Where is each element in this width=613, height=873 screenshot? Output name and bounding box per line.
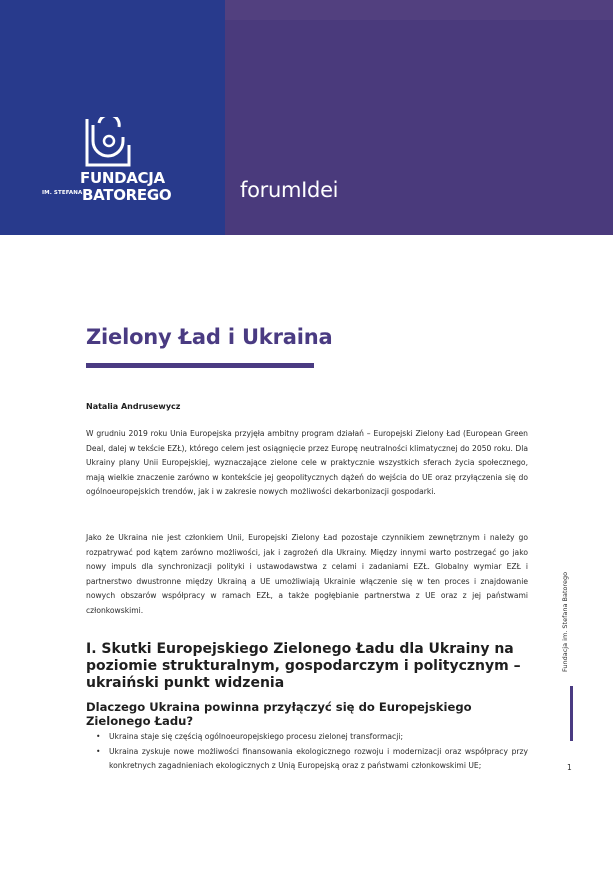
title-underline bbox=[86, 363, 314, 368]
paragraph-2: Jako że Ukraina nie jest członkiem Unii, Europejski Zielony Ład pozostaje czynnikiem zewnętrznym i należy go rozpatrywać pod kątem zarówno możliwości, jak i zagrożeń dla Ukrainy. Między innymi warto postrzegać go jako nowy impuls dla synchronizacji polityki i ustawodawstwa z celami i zadaniami EZŁ. Globalny wymiar EZŁ i partnerstwo dwustronne między Ukrainą a UE umożliwiają Ukrainie włączenie się w ten proces i znajdowanie nowych obszarów współpracy w ramach EZŁ, a także pogłębianie partnerstwa z UE oraz z jej państwami członkowskimi. bbox=[86, 533, 528, 615]
list-item: • Ukraina staje się częścią ogólnoeuropejskiego procesu zielonej transformacji; bbox=[96, 730, 528, 745]
sidebar-rule bbox=[570, 686, 573, 741]
batory-foundation-logo-icon bbox=[85, 117, 131, 167]
list-item: • Ukraina zyskuje nowe możliwości finansowania ekologicznego rozwoju i modernizacji oraz współpracy przy konkretnych zagadnieniach ekologicznych z Unią Europejską oraz z państwami członkowskimi UE; bbox=[96, 745, 528, 774]
bullet-list bbox=[96, 730, 528, 774]
header-right-top-band bbox=[225, 0, 613, 20]
series-name: forumIdei bbox=[240, 178, 339, 202]
section-heading: I. Skutki Europejskiego Zielonego Ładu dla Ukrainy na poziomie strukturalnym, gospodarczym i politycznym – ukraiński punkt widzenia bbox=[86, 641, 521, 691]
subheading: Dlaczego Ukraina powinna przyłączyć się do Europejskiego Zielonego Ładu? bbox=[86, 700, 472, 728]
author-name: Natalia Andrusewycz bbox=[86, 402, 181, 411]
document-title: Zielony Ład i Ukraina bbox=[86, 325, 333, 349]
paragraph-1: W grudniu 2019 roku Unia Europejska przyjęła ambitny program działań – Europejski Zielony Ład (European Green Deal, dalej w tekście EZŁ), którego celem jest osiągnięcie przez Europę neutralności klimatycznej do 2050 roku. Dla Ukrainy plany Unii Europejskiej, wyznaczające zielone cele w praktycznie wszystkich sferach życia społecznego, mają wielkie znaczenie zarówno w kontekście jej geopolitycznych dążeń do wejścia do UE oraz przyłączenia się do ogólnoeuropejskich trendów, jak i w zakresie nowych możliwości dekarbonizacji gospodarki. bbox=[86, 429, 528, 497]
logo-big-text: BATOREGO bbox=[82, 186, 172, 204]
page-header bbox=[0, 0, 613, 235]
logo-small-text: IM. STEFANA bbox=[42, 190, 83, 196]
sidebar-vertical-text: Fundacja im. Stefana Batorego bbox=[561, 571, 569, 672]
logo-wordmark-line1: FUNDACJA bbox=[80, 169, 165, 187]
page-number: 1 bbox=[567, 763, 572, 772]
